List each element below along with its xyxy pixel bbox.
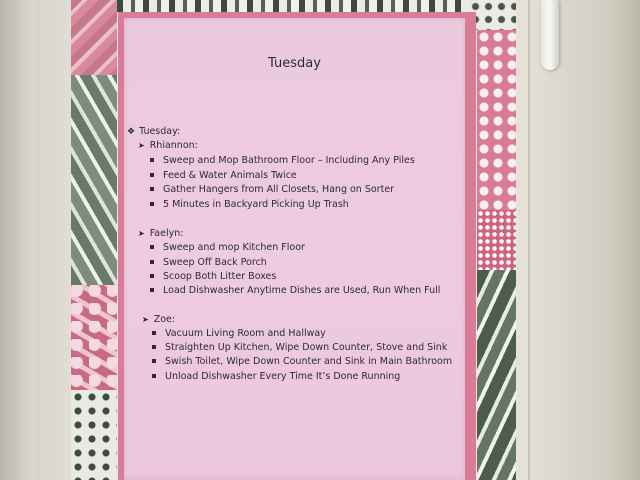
task-text: Vacuum Living Room and Hallway [165,328,326,339]
list-item [150,285,440,296]
square-bullet-icon [152,374,156,378]
square-bullet-icon [150,173,154,177]
pattern-strip [117,0,477,12]
square-bullet-icon [150,187,154,191]
person-name: Rhiannon: [149,140,198,151]
pattern-strip [477,30,516,210]
task-text: Scoop Both Litter Boxes [163,271,277,282]
person-heading [142,314,175,325]
task-text: 5 Minutes in Backyard Picking Up Trash [163,199,349,210]
pattern-strip [469,0,516,30]
list-item [150,170,297,181]
list-item [152,328,326,339]
fridge-edge-right [612,0,640,480]
square-bullet-icon [152,345,156,349]
person-heading [138,140,198,151]
task-text: Sweep and Mop Bathroom Floor – Including Any Piles [163,155,415,166]
person-heading [138,228,183,239]
list-item [150,184,394,195]
task-text: Load Dishwasher Anytime Dishes are Used, Run When Full [163,285,441,296]
arrow-bullet-icon: ➤ [142,315,149,324]
person-name: Zoe: [153,314,176,325]
task-text: Sweep Off Back Porch [163,257,267,268]
task-text: Feed & Water Animals Twice [163,170,297,181]
pattern-strip [71,0,117,75]
arrow-bullet-icon: ➤ [138,141,145,150]
task-text: Swish Toilet, Wipe Down Counter and Sink in Main Bathroom [165,356,453,367]
square-bullet-icon [150,288,154,292]
square-bullet-icon [152,331,156,335]
page-title: Tuesday [268,56,321,71]
list-item [152,371,400,382]
list-item [150,271,276,282]
pattern-strip [71,390,117,480]
diamond-bullet-icon: ❖ [127,127,136,137]
list-item [150,199,349,210]
fridge-handle [541,0,559,70]
day-label: Tuesday: [139,126,181,137]
fridge-seam [528,0,530,480]
square-bullet-icon [150,260,154,264]
square-bullet-icon [150,158,154,162]
pattern-strip [71,285,117,390]
task-text: Gather Hangers from All Closets, Hang on Sorter [163,184,395,195]
chore-list-sheet [124,18,465,480]
task-text: Straighten Up Kitchen, Wipe Down Counter, Stove and Sink [165,342,448,353]
task-text: Unload Dishwasher Every Time It’s Done Running [165,371,401,382]
pattern-strip [71,75,117,285]
pattern-strip [477,210,516,270]
arrow-bullet-icon: ➤ [138,229,145,238]
list-item [150,155,415,166]
list-item [150,257,267,268]
person-name: Faelyn: [149,228,184,239]
list-item [152,356,452,367]
pattern-strip [477,270,516,480]
square-bullet-icon [150,245,154,249]
day-heading [127,126,180,137]
square-bullet-icon [152,359,156,363]
fridge-edge-left [0,0,36,480]
list-item [150,242,305,253]
square-bullet-icon [150,274,154,278]
list-item [152,342,447,353]
task-text: Sweep and mop Kitchen Floor [163,242,305,253]
square-bullet-icon [150,202,154,206]
